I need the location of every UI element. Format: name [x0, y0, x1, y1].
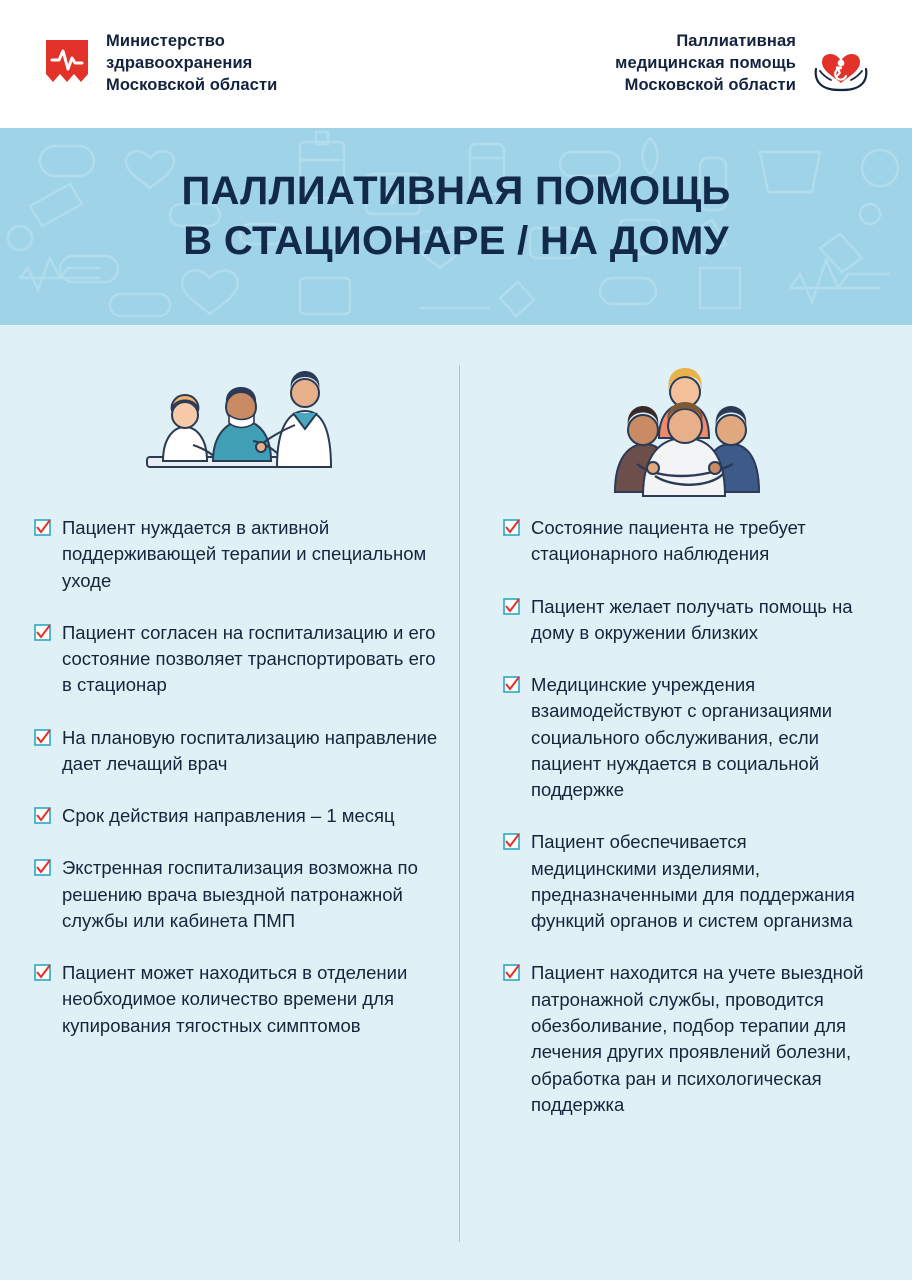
checkbox-checked-icon	[34, 807, 51, 824]
palliative-title-line-1: Паллиативная	[676, 32, 796, 51]
checkbox-checked-icon	[34, 729, 51, 746]
list-item-text: Пациент согласен на госпитализацию и его состояние позволяет транспортировать его в стационар	[62, 621, 436, 696]
list-item	[503, 594, 870, 647]
checkbox-checked-icon	[503, 598, 520, 615]
list-item-text: На плановую госпитализацию направление дает лечащий врач	[62, 726, 438, 774]
list-item	[34, 620, 445, 699]
list-item-text: Пациент нуждается в активной поддерживающей терапии и специальном уходе	[62, 517, 427, 591]
checkbox-checked-icon	[503, 676, 520, 693]
list-item-text: Срок действия направления – 1 месяц	[62, 805, 395, 827]
list-item	[34, 855, 445, 934]
ministry-title-line-3: Московской области	[106, 75, 278, 94]
ministry-brand	[44, 31, 277, 96]
list-item-text: Пациент желает получать помощь на дому в окружении близких	[531, 595, 853, 643]
list-item	[34, 803, 445, 829]
inpatient-criteria-list	[34, 515, 445, 1039]
list-item-text: Пациент находится на учете выездной патронажной службы, проводится обезболивание, подбор терапии для лечения других проявлений болезни, обработка ран и психологическая поддержка	[531, 962, 864, 1115]
ministry-title-line-2: здравоохранения	[106, 54, 253, 73]
heart-in-hands-icon	[810, 35, 872, 93]
list-item-text: Экстренная госпитализация возможна по решению врача выездной патронажной службы или кабинета ПМП	[62, 857, 418, 931]
list-item	[503, 960, 870, 1118]
palliative-title-line-2: медицинская помощь	[615, 54, 796, 73]
page-title-line-1: ПАЛЛИАТИВНАЯ ПОМОЩЬ	[181, 169, 731, 213]
family-hugging-illustration	[503, 347, 870, 499]
palliative-title-line-3: Московской области	[624, 75, 796, 94]
two-column-layout	[34, 347, 884, 1270]
column-inpatient	[34, 347, 459, 1270]
list-item-text: Медицинские учреждения взаимодействуют с организациями социального обслуживания, если пациент нуждается в социальной поддержке	[531, 674, 833, 801]
checkbox-checked-icon	[503, 519, 520, 536]
list-item	[503, 829, 870, 934]
palliative-brand	[615, 31, 872, 96]
checkbox-checked-icon	[34, 964, 51, 981]
checkbox-checked-icon	[34, 519, 51, 536]
list-item-text: Пациент может находиться в отделении необходимое количество времени для купирования тягостных симптомов	[62, 962, 408, 1036]
checkbox-checked-icon	[34, 859, 51, 876]
list-item-text: Пациент обеспечивается медицинскими изделиями, предназначенными для поддержания функций органов и систем организма	[531, 831, 855, 932]
title-banner	[0, 128, 912, 325]
home-care-criteria-list	[503, 515, 870, 1118]
checkbox-checked-icon	[34, 624, 51, 641]
heartbeat-square-icon	[44, 38, 90, 90]
list-item	[34, 725, 445, 778]
list-item	[34, 960, 445, 1039]
list-item-text: Состояние пациента не требует стационарного наблюдения	[531, 517, 806, 565]
column-home-care	[459, 347, 884, 1270]
list-item	[503, 672, 870, 803]
ministry-title	[106, 31, 277, 96]
page-title-line-2: В СТАЦИОНАРЕ / НА ДОМУ	[183, 219, 729, 264]
list-item	[503, 515, 870, 568]
list-item	[34, 515, 445, 594]
doctors-with-patient-illustration	[34, 347, 445, 499]
content-area	[0, 325, 912, 1280]
page-header	[0, 0, 912, 128]
palliative-title	[615, 31, 796, 96]
checkbox-checked-icon	[503, 964, 520, 981]
ministry-title-line-1: Министерство	[106, 32, 225, 51]
page-title	[0, 128, 912, 267]
checkbox-checked-icon	[503, 833, 520, 850]
